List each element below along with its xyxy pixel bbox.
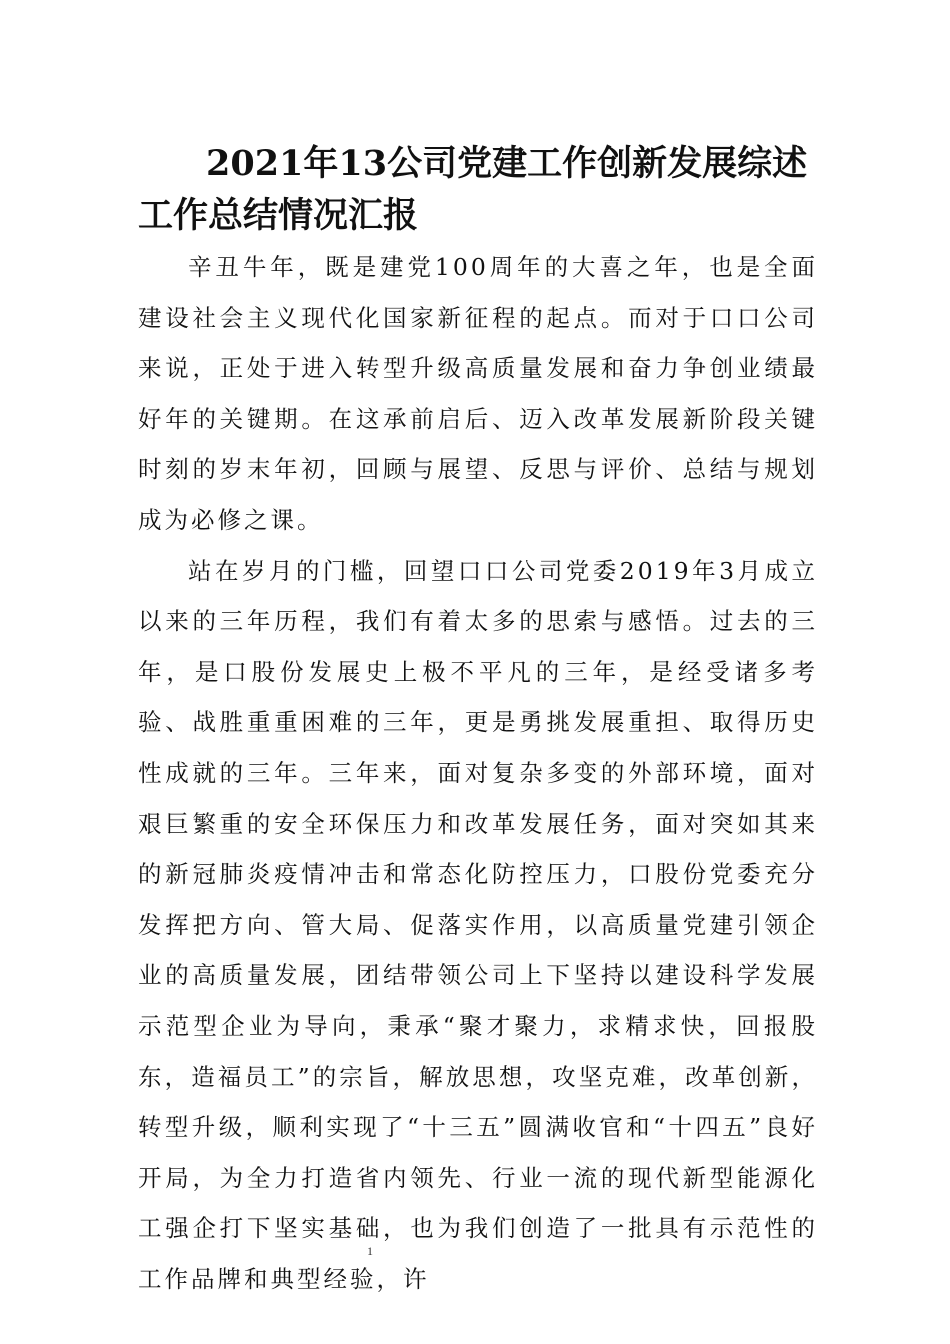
paragraph: 站在岁月的门槛，回望口口公司党委2019年3月成立以来的三年历程，我们有着太多的思索与感悟。过去的三年，是口股份发展史上极不平凡的三年，是经受诸多考验、战胜重重困难的三年，更是勇挑发展重担、取得历史性成就的三年。三年来，面对复杂多变的外部环境，面对艰巨繁重的安全环保压力和改革发展任务，面对突如其来的新冠肺炎疫情冲击和常态化防控压力，口股份党委充分发挥把方向、管大局、促落实作用，以高质量党建引领企业的高质量发展，团结带领公司上下坚持以建设科学发展示范型企业为导向，秉承“聚才聚力，求精求快，回报股东，造福员工”的宗旨，解放思想，攻坚克难，改革创新，转型升级，顺利实现了“十三五”圆满收官和“十四五”良好开局，为全力打造省内领先、行业一流的现代新型能源化工强企打下坚实基础，也为我们创造了一批具有示范性的工作品牌和典型经验，许: [138, 556, 818, 1293]
document-body: [138, 242, 818, 1304]
page-number: 1: [367, 1244, 373, 1258]
paragraph: 辛丑牛年，既是建党100周年的大喜之年，也是全面建设社会主义现代化国家新征程的起点。而对于口口公司来说，正处于进入转型升级高质量发展和奋力争创业绩最好年的关键期。在这承前启后、迈入改革发展新阶段关键时刻的岁末年初，回顾与展望、反思与评价、总结与规划成为必修之课。: [138, 253, 818, 534]
document-title: 2021年13公司党建工作创新发展综述工作总结情况汇报: [138, 143, 808, 236]
